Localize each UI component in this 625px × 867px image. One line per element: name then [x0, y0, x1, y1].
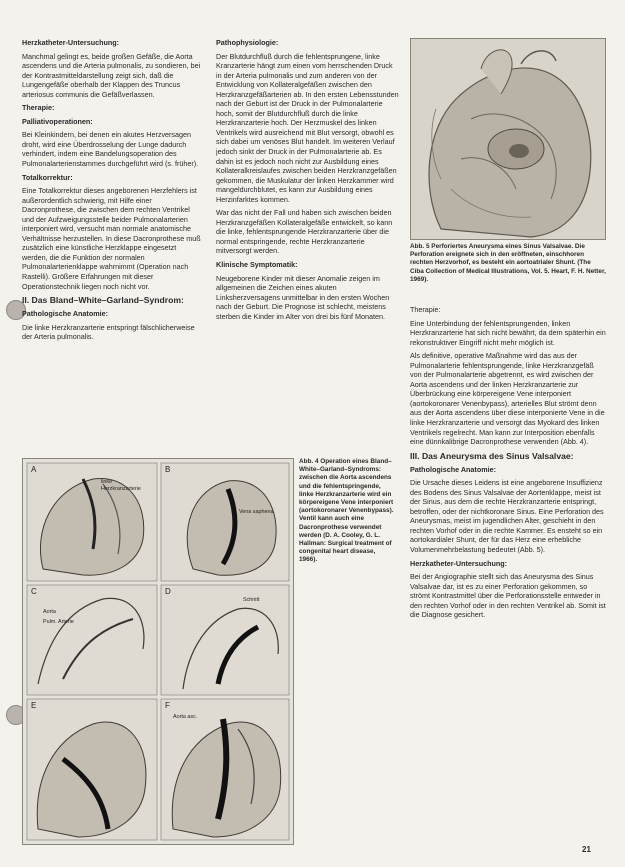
- section-aneurysma: III. Das Aneurysma des Sinus Valsalvae:: [410, 450, 574, 461]
- para-totalkorrektur: Eine Totalkorrektur dieses angeborenen Herzfehlers ist außerordentlich schwierig, mit Hilfe einer Dacronprothese, die zwischen dem rechten Ventrikel und der Aufzweigungsstelle beider Pulmonalarterien interponiert wird, versucht man normale anatomische Verhältnisse herzustellen. In diese Dacronprothese muß zusätzlich eine künstliche Herzklappe eingesetzt werden, die die Funktion der normalen Pulmonalarterienklappe wahrnimmt (Operation nach Rastelli). Größere Erfahrungen mit dieser Operationstechnik liegen noch nicht vor.: [22, 186, 201, 291]
- column-left: [22, 38, 202, 346]
- caption-figure-5: Abb. 5 Perforiertes Aneurysma eines Sinus Valsalvae. Die Perforation ereignete sich in den eröffneten, einschhoren rechten Herzvorhof, es besteht ein aortoatrialer Shunt. (The Ciba Collection of Medical Illustrations, Vol. 5. Heart, F. H. Netter, 1969).: [410, 243, 606, 283]
- figure-4-surgical-drawings: [22, 458, 294, 845]
- para-anatomie-aneurysma: Die Ursache dieses Leidens ist eine angeborene Insuffizienz des Bodens des Sinus Valsalvae der Aortenklappe, meist ist der Sinus, aus dem die rechte Herzkranzarterie entspringt, betroffen, oder der nichtkoronare Sinus. Eine Perforation des Aneurysmas, meist im jugendlichen Alter, geschieht in den rechten Vorhof oder in die rechte Kammer. Es ensteht so ein aortokardialer Shunt, der für das Herz eine erhebliche Volumenmehrbelastung bedeutet (Abb. 5).: [410, 478, 604, 555]
- heading-totalkorrektur: Totalkorrektur:: [22, 172, 73, 182]
- heading-anatomie-aneurysma: Pathologische Anatomie:: [410, 464, 496, 474]
- figure-4-annotation-5: Schnitt: [243, 597, 260, 603]
- column-right: [410, 305, 606, 624]
- para-herzkatheter: Manchmal gelingt es, beide großen Gefäße, die Aorta ascendens und die Arteria pulmonalis, zu sondieren, bei der Kontrastmitteldarstellung zeigt sich, daß die Lungengefäße oberhalb der Klappen des Truncus arteriosus communis die Gefäßverlassen.: [22, 51, 201, 99]
- heading-herzkatheter-aneurysma: Herzkatheter-Untersuchung:: [410, 558, 508, 568]
- figure-4-label-c: C: [31, 587, 37, 596]
- page-number: 21: [582, 845, 591, 854]
- section-bland-white-garland: II. Das Bland–White–Garland–Syndrom:: [22, 295, 184, 306]
- para-pathophysiologie-2: War das nicht der Fall und haben sich zwischen beiden Herzkranzgefäßen Kollateralgefäße entwickelt, so kann die linke, fehlentsprungende Herzkranzarterie über die normal entspringende, rechte Herzkranzarterie mitversorgt werden.: [216, 208, 393, 256]
- figure-4-label-e: E: [31, 701, 37, 710]
- para-therapie-bwg-2: Als definitive, operative Maßnahme wird das aus der Pulmonalarterie fehlentsprungende, linke Herzkranzgefäß von der Pulmonalarterie abgetrennt, es wird zwischen der Aorta ascendens und der linken Herzkranzarterie zur Überbrückung eine körpereigene Vene interponiert (aortokoronarer Venenbypass), arterielles Blut strömt denn aus der Aorta ascendens über diese interponierte Vene in die linke Herzkranzarterie und versorgt das Myokard des linken Ventrikels regelrecht. Man kann zur Interposition ebenfalls eine dünnkalibrige Dacronprothese verwenden (Abb. 4).: [410, 351, 605, 447]
- figure-4-annotation-3: Aorta: [43, 609, 56, 615]
- heading-anatomie-bwg: Pathologische Anatomie:: [22, 309, 108, 319]
- column-middle: [216, 38, 400, 325]
- caption-figure-4: Abb. 4 Operation eines Bland–White–Garland–Syndroms: zwischen die Aorta ascendens und die fehlentspringende, linke Herzkranzarterie wird ein körpereigene Vene interponiert (aortokoronarer Venenbypass). Ventil kann auch eine Dacronprothese verwendet werden (D. A. Cooley, G. L. Hallman: Surgical treatment of congenital heart disease, 1966).: [299, 458, 394, 564]
- para-pathophysiologie-1: Der Blutdurchfluß durch die fehlentsprungene, linke Kranzarterie hängt zum einen vom herrschenden Druck in der Arteria pulmonalis und zum anderen von der Entwicklung von Kollateralgefäßen zwischen den Herzkranzgefäßarterien ab. In den ersten Lebensstunden nach der Geburt ist der Druck in der Pulmonalarterie hoch, somit der Blutdurchfluß durch die linke Herzkranzarterie hoch. Der Herzmuskel des linken Ventrikels wird ausreichend mit Blut versorgt, obwohl es sich dabei um venöses Blut handelt. Im weiteren Verlauf jedoch sinkt der Druck in der Pulmonalarterie ab. Es dahin ist es jedoch noch nicht zur Ausbildung eines Kollateralkreislaufes zwischen beiden Herzkranzgefäßen gekommen, die Muskulatur der linken Herzkammer wird mangeldurchblutet, es kann zur Ausbildung eines Herzinfarktes kommen.: [216, 51, 399, 204]
- figure-4-annotation-1: linke Herzkranzarterie: [101, 479, 141, 492]
- figure-4-label-d: D: [165, 587, 171, 596]
- heading-therapie: Therapie:: [22, 103, 55, 113]
- heading-palliativ: Palliativoperationen:: [22, 116, 93, 126]
- heading-symptomatik: Klinische Symptomatik:: [216, 260, 298, 270]
- para-anatomie-bwg: Die linke Herzkranzarterie entspringt fälschlicherweise der Arteria pulmonalis.: [22, 322, 195, 342]
- figure-4-annotation-4: Pulm. Arterie: [43, 619, 74, 625]
- figure-4-label-b: B: [165, 465, 171, 474]
- figure-4-annotation-6: Aorta asc.: [173, 714, 198, 720]
- figure-4-label-a: A: [31, 465, 37, 474]
- heading-therapie-bwg: Therapie:: [410, 305, 441, 314]
- para-palliativ: Bei Kleinkindern, bei denen ein akutes Herzversagen droht, wird eine Überdrosselung der Lunge dadurch verhindert, indem eine Bandelungsoperation des Pulmonalarterienstammes durchgeführt wird (s. früher).: [22, 130, 199, 169]
- figure-5-heart-illustration: [410, 38, 606, 240]
- heading-herzkatheter: Herzkatheter-Untersuchung:: [22, 38, 120, 47]
- para-herzkatheter-aneurysma: Bei der Angiographie stellt sich das Aneurysma des Sinus Valsalvae dar, ist es zu einer Perforation gekommen, so strömt Kontrastmittel über die Perforationsstelle entweder in den rechten Vorhof oder in den rechten Ventrikel ab. Somit ist die Diagnose gesichert.: [410, 572, 606, 620]
- figure-4-annotation-2: Vena saphena: [239, 509, 274, 515]
- figure-4-label-f: F: [165, 701, 170, 710]
- heading-pathophysiologie: Pathophysiologie:: [216, 38, 279, 47]
- para-therapie-bwg-1: Eine Unterbindung der fehlentsprungenden, linken Herzkranzarterie hat sich nicht bewährt, da dem späterhin ein rekonstruktiver Eingriff nicht mehr möglich ist.: [410, 318, 606, 347]
- para-symptomatik: Neugeborene Kinder mit dieser Anomalie zeigen im allgemeinen die Zeichen eines akuten Linksherzversagens unmittelbar in den ersten Wochen nach der Geburt. Die Prognose ist schlecht, meistens sterben die Kinder im Alter von drei bis fünf Monaten.: [216, 273, 390, 321]
